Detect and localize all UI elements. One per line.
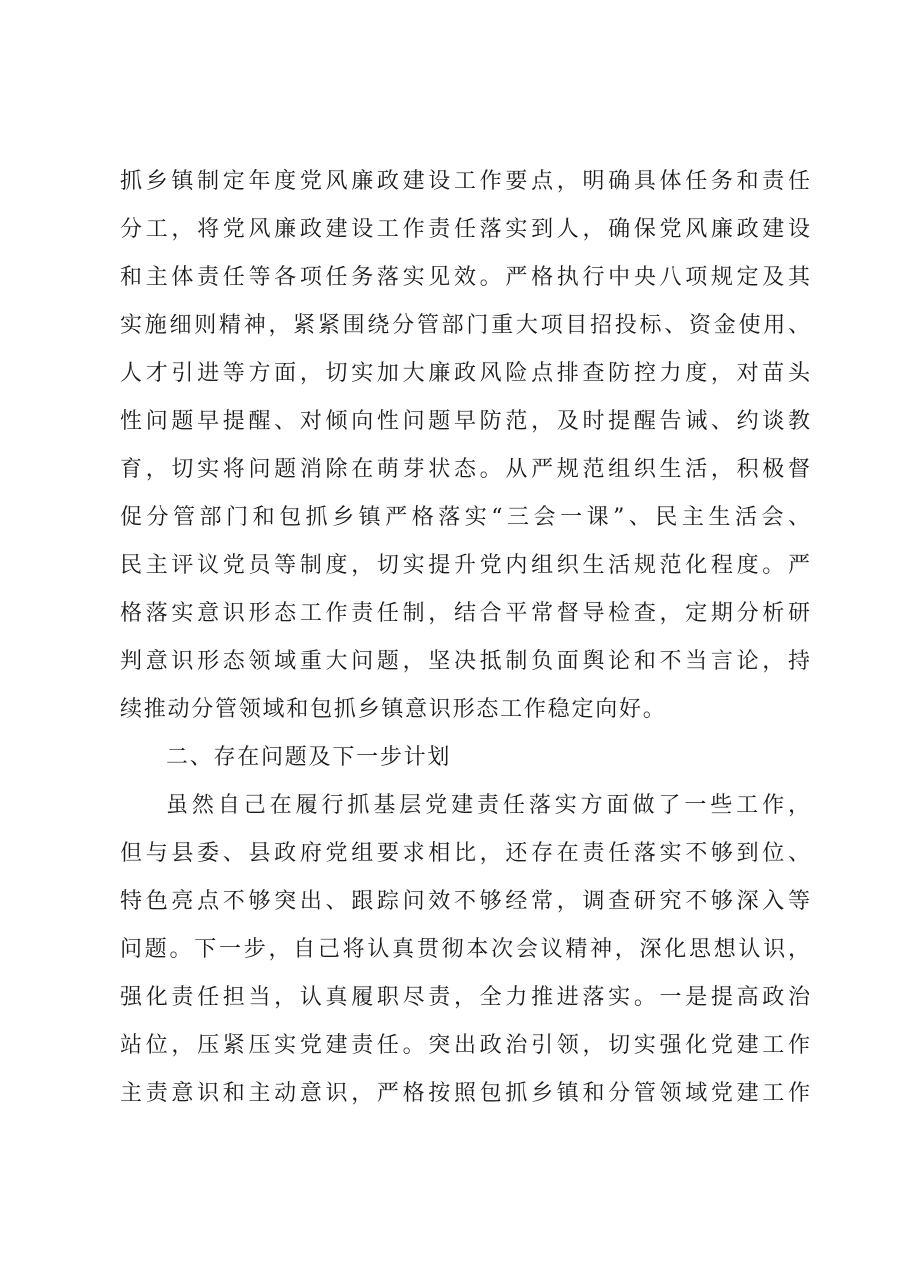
- paragraph-line: 促分管部门和包抓乡镇严格落实“三会一课”、民主生活会、: [120, 505, 810, 530]
- paragraph-line: 格落实意识形态工作责任制，结合平常督导检查，定期分析研: [120, 601, 810, 626]
- section-heading: 二、存在问题及下一步计划: [166, 745, 452, 770]
- paragraph-line: 育，切实将问题消除在萌芽状态。从严规范组织生活，积极督: [120, 457, 810, 482]
- paragraph-first-line: 虽然自己在履行抓基层党建责任落实方面做了一些工作，: [166, 793, 810, 818]
- paragraph-line: 问题。下一步，自己将认真贯彻本次会议精神，深化思想认识，: [120, 937, 810, 962]
- paragraph-line: 站位，压紧压实党建责任。突出政治引领，切实强化党建工作: [120, 1033, 810, 1058]
- paragraph-line: 分工，将党风廉政建设工作责任落实到人，确保党风廉政建设: [120, 217, 810, 242]
- paragraph-line: 特色亮点不够突出、跟踪问效不够经常，调查研究不够深入等: [120, 889, 810, 914]
- paragraph-line: 人才引进等方面，切实加大廉政风险点排查防控力度，对苗头: [120, 361, 810, 386]
- paragraph-line: 但与县委、县政府党组要求相比，还存在责任落实不够到位、: [120, 841, 810, 866]
- paragraph-line: 实施细则精神，紧紧围绕分管部门重大项目招投标、资金使用、: [120, 313, 810, 338]
- paragraph-line: 判意识形态领域重大问题，坚决抵制负面舆论和不当言论，持: [120, 649, 810, 674]
- paragraph-responsibility-implementation: [120, 158, 810, 734]
- paragraph-line: 和主体责任等各项任务落实见效。严格执行中央八项规定及其: [120, 265, 810, 290]
- paragraph-line: 抓乡镇制定年度党风廉政建设工作要点，明确具体任务和责任: [120, 169, 810, 194]
- paragraph-problems-and-plan: [120, 782, 810, 1118]
- paragraph-line: 性问题早提醒、对倾向性问题早防范，及时提醒告诫、约谈教: [120, 409, 810, 434]
- paragraph-line: 强化责任担当，认真履职尽责，全力推进落实。一是提高政治: [120, 985, 810, 1010]
- paragraph-last-line: 续推动分管领域和包抓乡镇意识形态工作稳定向好。: [120, 697, 667, 722]
- paragraph-line: 民主评议党员等制度，切实提升党内组织生活规范化程度。严: [120, 553, 810, 578]
- paragraph-line: 主责意识和主动意识，严格按照包抓乡镇和分管领域党建工作: [120, 1081, 810, 1106]
- document-body: [120, 158, 810, 1118]
